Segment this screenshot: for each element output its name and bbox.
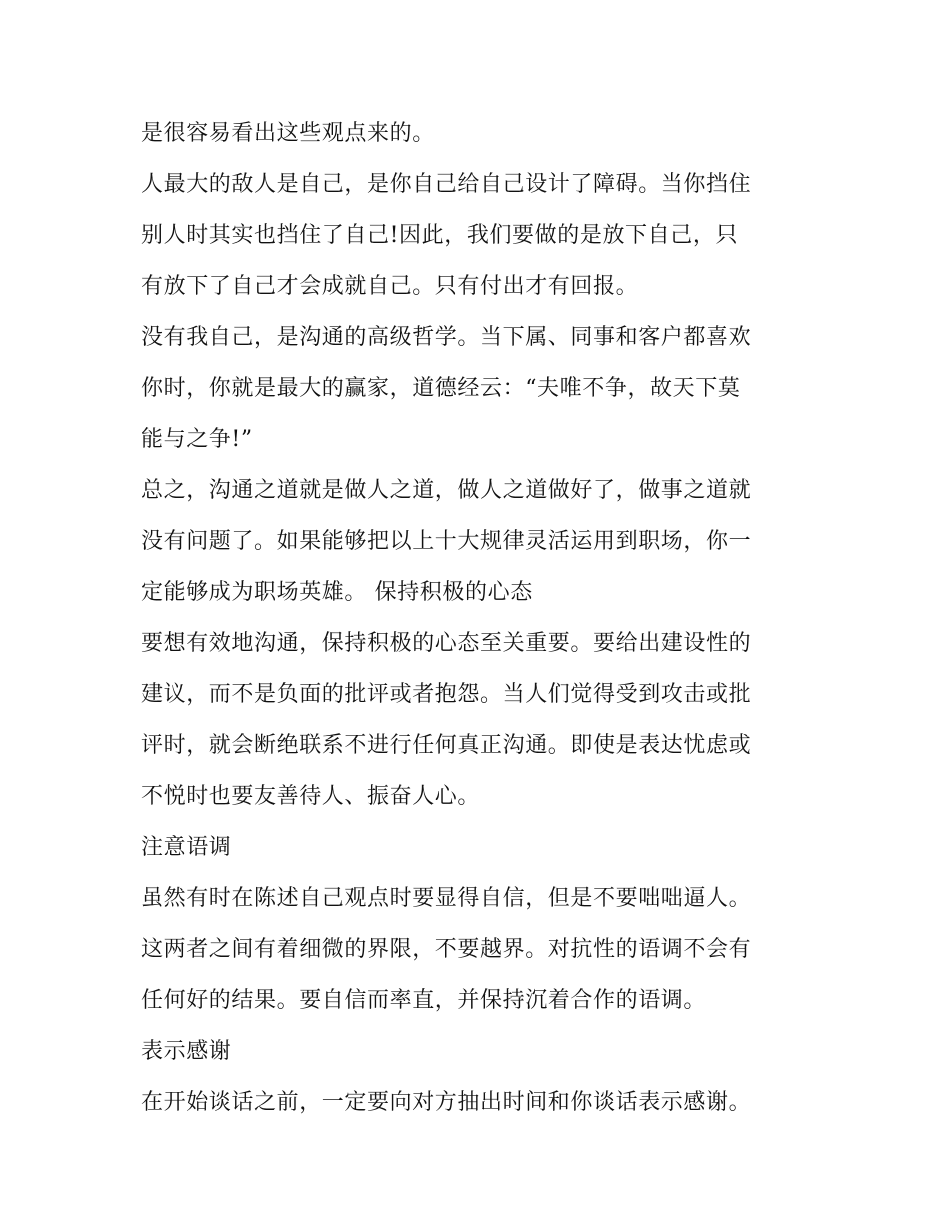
text-line-7: 能与之争!” xyxy=(141,427,253,452)
text-line-4: 有放下了自己才会成就自己。只有付出才有回报。 xyxy=(141,274,639,299)
text-line-9: 没有问题了。如果能够把以上十大规律灵活运用到职场，你一 xyxy=(141,529,752,554)
text-line-8: 总之，沟通之道就是做人之道，做人之道做好了，做事之道就 xyxy=(141,478,752,503)
text-line-6: 你时，你就是最大的赢家，道德经云：“夫唯不争，故天下莫 xyxy=(141,376,741,401)
text-line-10: 定能够成为职场英雄。 保持积极的心态 xyxy=(141,580,533,605)
text-line-14: 不悦时也要友善待人、振奋人心。 xyxy=(141,784,481,809)
text-line-5: 没有我自己，是沟通的高级哲学。当下属、同事和客户都喜欢 xyxy=(141,325,752,350)
text-line-13: 评时，就会断绝联系不进行任何真正沟通。即使是表达忧虑或 xyxy=(141,733,752,758)
text-line-3: 别人时其实也挡住了自己!因此，我们要做的是放下自己，只 xyxy=(141,223,739,248)
text-line-12: 建议，而不是负面的批评或者抱怨。当人们觉得受到攻击或批 xyxy=(141,682,752,707)
section-heading-thanks: 表示感谢 xyxy=(141,1039,232,1064)
section-heading-tone: 注意语调 xyxy=(141,835,232,860)
text-line-17: 这两者之间有着细微的界限，不要越界。对抗性的语调不会有 xyxy=(141,937,752,962)
document-body xyxy=(141,108,821,1128)
text-line-1: 是很容易看出这些观点来的。 xyxy=(141,121,435,146)
text-line-2: 人最大的敌人是自己，是你自己给自己设计了障碍。当你挡住 xyxy=(141,172,752,197)
text-line-20: 在开始谈话之前，一定要向对方抽出时间和你谈话表示感谢。 xyxy=(141,1090,752,1115)
text-line-11: 要想有效地沟通，保持积极的心态至关重要。要给出建设性的 xyxy=(141,631,752,656)
text-line-18: 任何好的结果。要自信而率直，并保持沉着合作的语调。 xyxy=(141,988,707,1013)
text-line-16: 虽然有时在陈述自己观点时要显得自信，但是不要咄咄逼人。 xyxy=(141,886,752,911)
